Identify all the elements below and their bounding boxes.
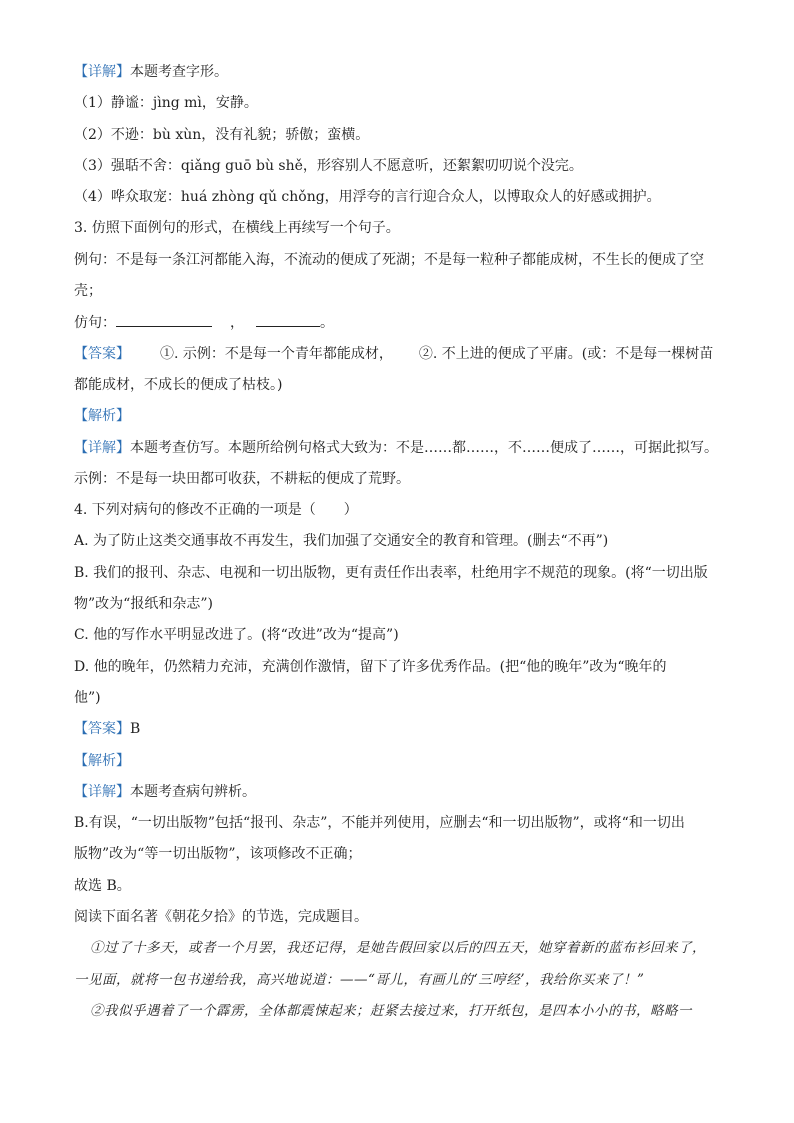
period: 。 [320, 315, 334, 332]
explanation-b-cont: 版物”改为“等一切出版物”，该项修改不正确； [74, 846, 362, 863]
imitation-label: 仿句： [74, 315, 116, 332]
blank-1[interactable] [116, 312, 212, 327]
option-a: A. 为了防止这类交通事故不再发生，我们加强了交通安全的教育和管理。(删去“不再”) [74, 533, 609, 550]
option-d: D. 他的晚年，仍然精力充沛，充满创作激情，留下了许多优秀作品。(把“他的晚年”改为“晚年的 [74, 658, 667, 675]
analysis-line [74, 406, 734, 426]
example-sentence-cont: 壳； [74, 283, 102, 300]
answer-line-cont: 都能成材，不成长的便成了枯枝。) [74, 376, 283, 393]
choose-b: 故选 B。 [74, 877, 131, 894]
analysis-label: 【解析】 [74, 408, 130, 425]
detail-line-2 [74, 438, 734, 458]
option-d-cont: 他”) [74, 689, 101, 706]
comma: ， [230, 315, 244, 332]
detail-label-3: 【详解】 [74, 783, 130, 800]
passage-para-1: ①过了十多天，或者一个月罢，我还记得，是她告假回家以后的四五天，她穿着新的蓝布衫回来了， [90, 940, 706, 957]
reading-instruction: 阅读下面名著《朝花夕拾》的节选，完成题目。 [74, 909, 368, 926]
answer-label-2: 【答案】 [74, 721, 130, 738]
explain-line [74, 62, 734, 82]
document-page [74, 62, 734, 1032]
explanation-b: B.有误，“一切出版物”包括“报刊、杂志”，不能并列使用，应删去“和一切出版物”，或将“和一切出 [74, 815, 685, 832]
option-b: B. 我们的报刊、杂志、电视和一切出版物，更有责任作出表率，杜绝用字不规范的现象。(将“一切出版 [74, 564, 708, 581]
answer-label: 【答案】 [74, 345, 130, 362]
item-2: （2）不逊：bù xùn，没有礼貌；骄傲；蛮横。 [74, 126, 370, 143]
question-4: 4. 下列对病句的修改不正确的一项是（ ） [74, 502, 358, 519]
detail-line-3 [74, 782, 734, 802]
answer-part-2: ②. 不上进的便成了平庸。(或：不是每一棵树苗 [418, 345, 714, 362]
item-4: （4）哗众取宠：huá zhòng qǔ chǒng，用浮夸的言行迎合众人，以博取众人的好感或拥护。 [74, 189, 661, 206]
answer-line [74, 344, 734, 364]
analysis-label-2: 【解析】 [74, 752, 130, 769]
imitation-line [74, 312, 734, 332]
blank-2[interactable] [256, 312, 320, 327]
passage-para-2: ②我似乎遇着了一个霹雳，全体都震悚起来；赶紧去接过来，打开纸包，是四本小小的书，略略一 [90, 1002, 692, 1019]
detail-text: 本题考查字形。 [130, 64, 228, 80]
item-1: （1）静谧：jìng mì，安静。 [74, 95, 258, 112]
passage-para-1-cont: 一见面，就将一包书递给我，高兴地说道：——“哥儿，有画儿的‘三哼经’，我给你买来了！” [74, 971, 645, 988]
example-sentence: 例句：不是每一条江河都能入海，不流动的便成了死湖；不是每一粒种子都能成树，不生长的便成了空 [74, 251, 704, 268]
detail-text-2: 本题考查仿写。本题所给例句格式大致为：不是……都……，不……便成了……，可据此拟写。 [130, 439, 718, 456]
detail-label-2: 【详解】 [74, 439, 130, 456]
answer-line-2 [74, 719, 734, 739]
option-c: C. 他的写作水平明显改进了。(将“改进”改为“提高”) [74, 627, 399, 644]
answer-part-1: ①. 示例：不是每一个青年都能成材， [160, 345, 393, 362]
detail-text-3: 本题考查病句辨析。 [130, 783, 256, 800]
detail-label: 【详解】 [74, 64, 130, 80]
option-b-cont: 物”改为“报纸和杂志”) [74, 596, 213, 613]
item-3: （3）强聒不舍：qiǎng guō bù shě，形容别人不愿意听，还絮絮叨叨说个没完。 [74, 157, 583, 174]
example-answer: 示例：不是每一块田都可收获，不耕耘的便成了荒野。 [74, 470, 410, 487]
analysis-line-2 [74, 751, 734, 771]
answer-value: B [130, 721, 141, 738]
question-3: 3. 仿照下面例句的形式，在横线上再续写一个句子。 [74, 220, 400, 237]
